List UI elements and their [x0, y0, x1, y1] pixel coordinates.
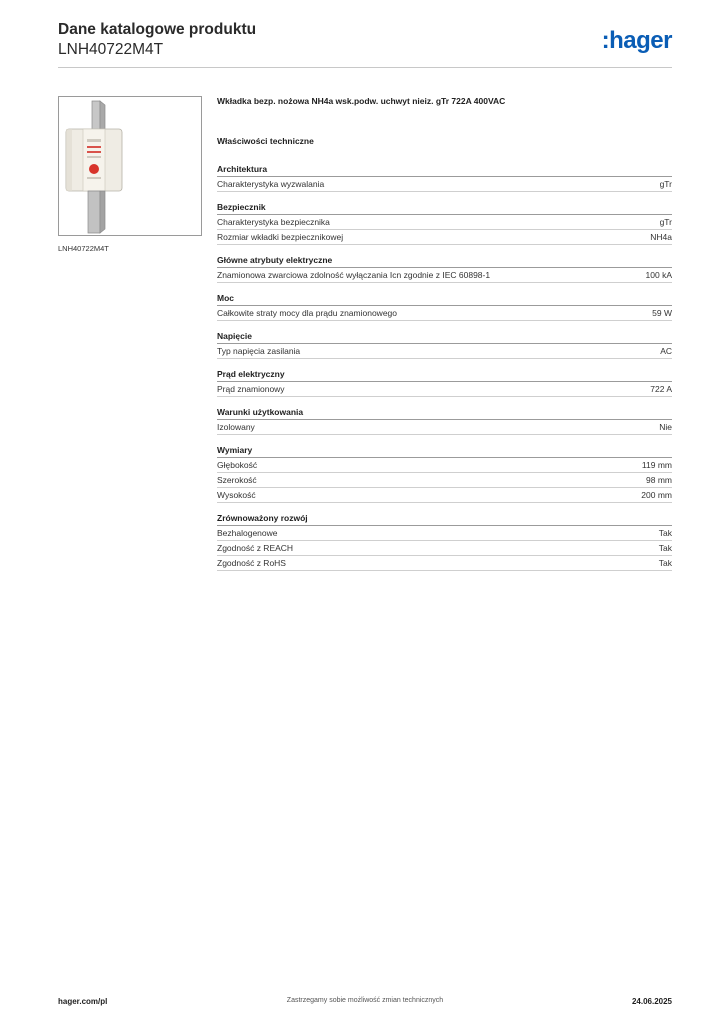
footer-notice: Zastrzegamy sobie możliwość zmian technicznych — [286, 997, 444, 1004]
property-label: Typ napięcia zasilania — [217, 346, 301, 356]
property-label: Całkowite straty mocy dla prądu znamionowego — [217, 308, 398, 318]
property-group-title: Główne atrybuty elektryczne — [217, 254, 672, 268]
property-row — [217, 541, 672, 556]
property-label: Prąd znamionowy — [217, 384, 285, 394]
property-value: gTr — [659, 217, 672, 227]
property-row — [217, 488, 672, 503]
property-row — [217, 230, 672, 245]
property-value: Tak — [658, 558, 672, 568]
property-group-title: Warunki użytkowania — [217, 406, 672, 420]
logo-text: hager — [609, 27, 672, 54]
property-value: Tak — [658, 528, 672, 538]
property-row — [217, 177, 672, 192]
property-row — [217, 458, 672, 473]
property-group-title: Napięcie — [217, 330, 672, 344]
property-label: Wysokość — [217, 490, 256, 500]
property-group — [217, 368, 672, 397]
property-row — [217, 306, 672, 321]
property-value: 200 mm — [641, 490, 672, 500]
property-group — [217, 330, 672, 359]
property-label: Izolowany — [217, 422, 255, 432]
property-group — [217, 163, 672, 192]
property-value: 100 kA — [645, 270, 672, 280]
property-group — [217, 254, 672, 283]
technical-properties-heading: Właściwości techniczne — [217, 136, 314, 146]
footer-date: 24.06.2025 — [631, 997, 672, 1006]
property-row — [217, 420, 672, 435]
property-value: 59 W — [652, 308, 672, 318]
product-code: LNH40722M4T — [58, 41, 164, 58]
property-row — [217, 473, 672, 488]
property-row — [217, 344, 672, 359]
property-label: Znamionowa zwarciowa zdolność wyłączania Icn zgodnie z IEC 60898-1 — [217, 270, 491, 280]
property-group-title: Moc — [217, 292, 672, 306]
property-group — [217, 444, 672, 503]
property-row — [217, 556, 672, 571]
fuse-illustration — [59, 97, 201, 235]
property-label: Charakterystyka wyzwalania — [217, 179, 325, 189]
property-value: 98 mm — [646, 475, 672, 485]
property-value: 722 A — [650, 384, 672, 394]
property-row — [217, 526, 672, 541]
property-group-title: Architektura — [217, 163, 672, 177]
property-group-title: Zrównoważony rozwój — [217, 512, 672, 526]
property-value: gTr — [659, 179, 672, 189]
property-value: 119 mm — [641, 460, 672, 470]
property-value: Tak — [658, 543, 672, 553]
property-group-title: Prąd elektryczny — [217, 368, 672, 382]
property-group-title: Wymiary — [217, 444, 672, 458]
hager-logo: :hager — [601, 27, 672, 54]
property-label: Głębokość — [217, 460, 258, 470]
product-image-caption: LNH40722M4T — [58, 244, 109, 253]
property-label: Zgodność z RoHS — [217, 558, 286, 568]
property-group — [217, 201, 672, 245]
product-details — [217, 95, 672, 580]
property-group — [217, 292, 672, 321]
property-group-title: Bezpiecznik — [217, 201, 672, 215]
property-label: Rozmiar wkładki bezpiecznikowej — [217, 232, 344, 242]
product-image — [58, 96, 202, 236]
property-group — [217, 512, 672, 571]
property-label: Szerokość — [217, 475, 257, 485]
property-row — [217, 215, 672, 230]
property-value: AC — [660, 346, 672, 356]
footer-website: hager.com/pl — [58, 997, 108, 1006]
property-row — [217, 268, 672, 283]
page-title: Dane katalogowe produktu — [58, 21, 257, 38]
header-divider — [58, 67, 672, 68]
property-groups — [217, 163, 672, 571]
property-label: Zgodność z REACH — [217, 543, 294, 553]
property-value: Nie — [659, 422, 672, 432]
property-label: Bezhalogenowe — [217, 528, 278, 538]
property-group — [217, 406, 672, 435]
property-row — [217, 382, 672, 397]
product-description: Wkładka bezp. nożowa NH4a wsk.podw. uchwyt nieiz. gTr 722A 400VAC — [217, 96, 506, 106]
property-value: NH4a — [650, 232, 672, 242]
property-label: Charakterystyka bezpiecznika — [217, 217, 330, 227]
page-header — [58, 20, 672, 60]
